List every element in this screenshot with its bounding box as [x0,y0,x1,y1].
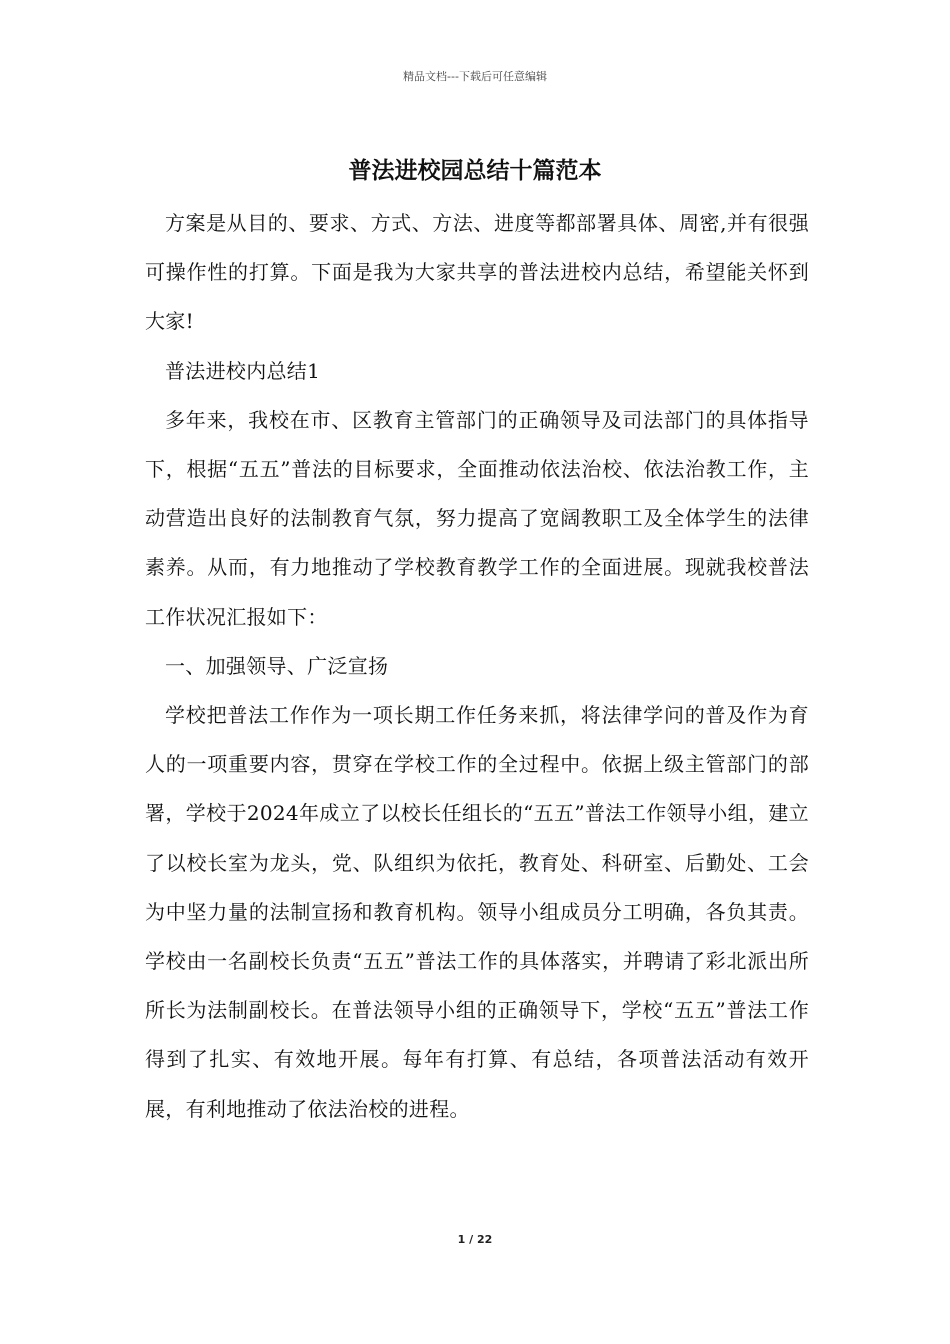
page-header-note: 精品文档---下载后可任意编辑 [403,70,547,83]
section-heading-summary-1: 普法进校内总结1 [165,358,321,383]
document-title: 普法进校园总结十篇范本 [348,158,602,184]
page-number: 1 / 22 [457,1233,493,1246]
body-paragraph-leadership: 学校把普法工作作为一项长期工作任务来抓，将法律学问的普及作为育人的一项重要内容，贯穿在学校工作的全过程中。依据上级主管部门的部署，学校于2024年成立了以校长任组长的“五五”普法工作领导小组，建立了以校长室为龙头，党、队组织为依托，教育处、科研室、后勤处、工会为中坚力量的法制宣扬和教育机构。领导小组成员分工明确，各负其责。学校由一名副校长负责“五五”普法工作的具体落实，并聘请了彩北派出所所长为法制副校长。在普法领导小组的正确领导下，学校“五五”普法工作得到了扎实、有效地开展。每年有打算、有总结，各项普法活动有效开展，有利地推动了依法治校的进程。 [145,703,809,1121]
intro-paragraph: 方案是从目的、要求、方式、方法、进度等都部署具体、周密,并有很强可操作性的打算。下面是我为大家共享的普法进校内总结，希望能关怀到大家! [145,211,809,334]
body-paragraph-overview: 多年来，我校在市、区教育主管部门的正确领导及司法部门的具体指导下，根据“五五”普法的目标要求，全面推动依法治校、依法治教工作，主动营造出良好的法制教育气氛，努力提高了宽阔教职工及全体学生的法律素养。从而，有力地推动了学校教育教学工作的全面进展。现就我校普法工作状况汇报如下： [145,407,809,629]
section-heading-leadership: 一、加强领导、广泛宣扬 [165,653,389,678]
document-body [145,199,809,1134]
